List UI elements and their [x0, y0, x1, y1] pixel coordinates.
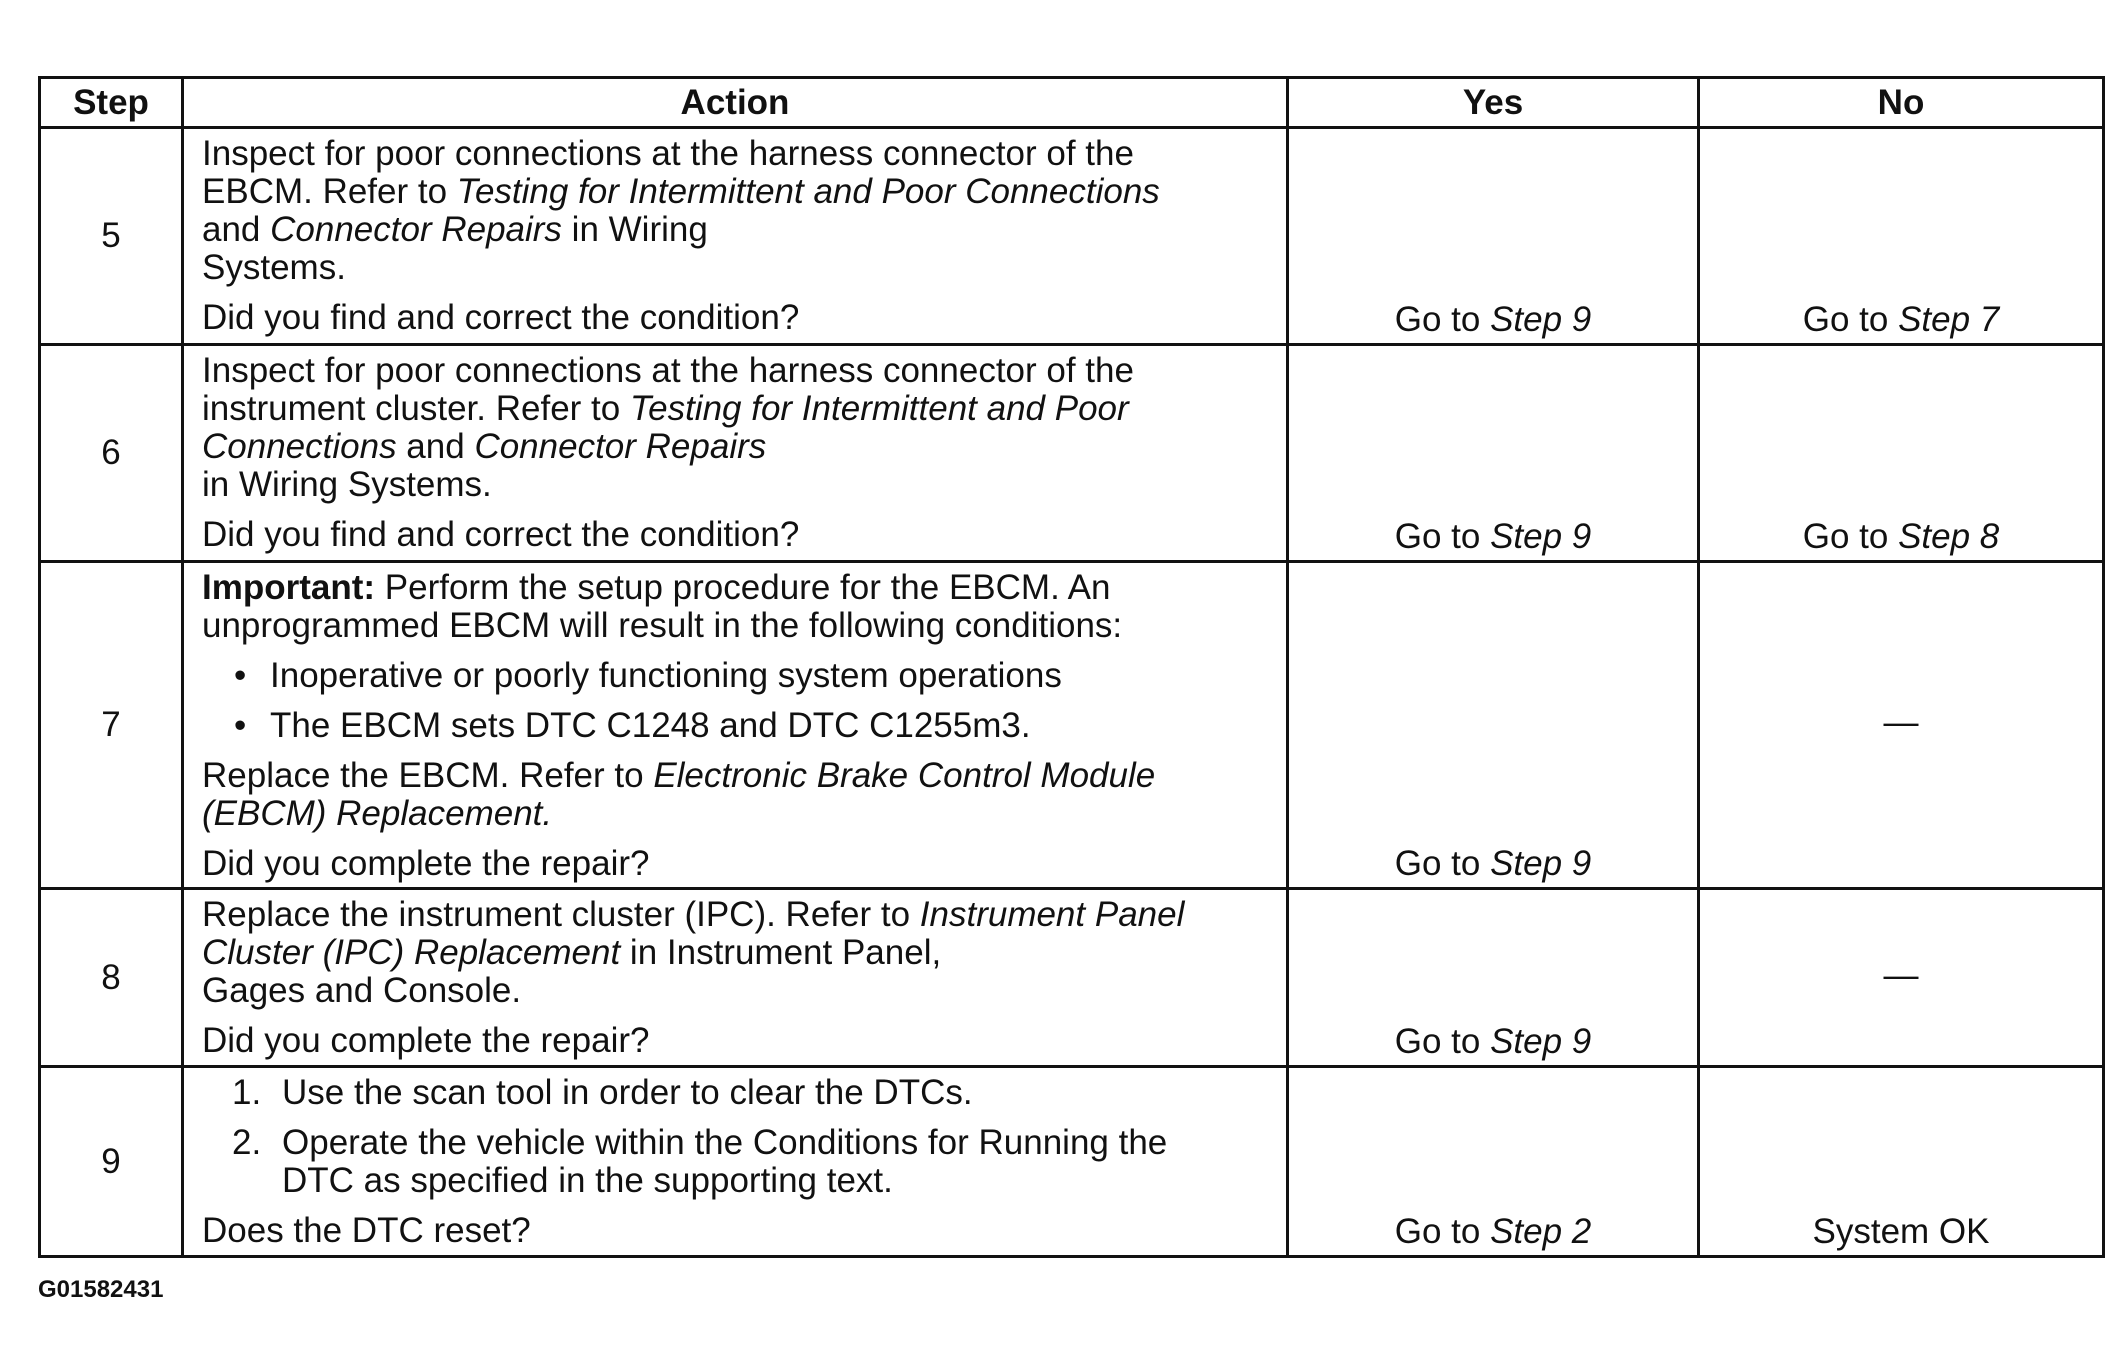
step-number: 8 — [40, 889, 183, 1067]
question-text: Did you find and correct the condition? — [202, 298, 800, 337]
list-item: 1. Use the scan tool in order to clear the DTCs. — [232, 1073, 973, 1112]
action-text-continued: Systems. — [202, 248, 346, 287]
action-cell — [183, 345, 1288, 562]
header-yes: Yes — [1288, 78, 1699, 128]
yes-target: Step 9 — [1490, 1022, 1592, 1061]
reference-link: Electronic Brake Control Module (EBCM) Replacement — [202, 756, 1156, 833]
table-row — [40, 345, 2104, 562]
step-number: 9 — [40, 1067, 183, 1257]
header-step: Step — [40, 78, 183, 128]
no-cell: System OK — [1699, 1067, 2104, 1257]
action-cell — [183, 1067, 1288, 1257]
table-row — [40, 889, 2104, 1067]
diagnostic-table — [38, 76, 2105, 1258]
yes-target: Step 9 — [1490, 300, 1592, 339]
action-text: Replace the instrument cluster (IPC). Refer to Instrument Panel Cluster (IPC) Replacement in Instrument Panel, — [202, 895, 1185, 972]
yes-cell: Go to Step 9 — [1288, 889, 1699, 1067]
important-label: Important: — [202, 568, 376, 607]
table-row — [40, 128, 2104, 345]
reference-link: Connector Repairs — [474, 427, 767, 466]
action-text-continued: Gages and Console. — [202, 971, 522, 1010]
step-number: 5 — [40, 128, 183, 345]
header-no: No — [1699, 78, 2104, 128]
step-number: 6 — [40, 345, 183, 562]
no-cell: — — [1699, 889, 2104, 1067]
no-target: Step 8 — [1898, 517, 2000, 556]
header-row — [40, 78, 2104, 128]
yes-cell: Go to Step 9 — [1288, 128, 1699, 345]
replace-text: Replace the EBCM. Refer to Electronic Brake Control Module (EBCM) Replacement. — [202, 756, 1156, 833]
table-row — [40, 562, 2104, 889]
reference-link: Testing for Intermittent and Poor Connections — [456, 172, 1160, 211]
step-number: 7 — [40, 562, 183, 889]
action-text-continued: in Wiring Systems. — [202, 465, 492, 504]
figure-id: G01582431 — [38, 1276, 164, 1303]
yes-cell: Go to Step 2 — [1288, 1067, 1699, 1257]
yes-target: Step 2 — [1490, 1212, 1592, 1251]
action-text: Inspect for poor connections at the harness connector of the instrument cluster. Refer to Testing for Intermittent and Poor Connections and Connector Repairs — [202, 351, 1134, 466]
reference-link: Connector Repairs — [270, 210, 562, 249]
reference-link: Testing for Intermittent and Poor Connections — [202, 389, 1129, 466]
condition-list — [202, 657, 1212, 745]
action-text: Inspect for poor connections at the harness connector of the EBCM. Refer to Testing for Intermittent and Poor Connections and Connector Repairs in Wiring — [202, 134, 1160, 249]
table-row — [40, 1067, 2104, 1257]
action-cell — [183, 128, 1288, 345]
yes-cell: Go to Step 9 — [1288, 562, 1699, 889]
action-cell — [183, 889, 1288, 1067]
yes-target: Step 9 — [1490, 517, 1592, 556]
yes-cell: Go to Step 9 — [1288, 345, 1699, 562]
question-text: Did you complete the repair? — [202, 844, 650, 883]
no-cell: Go to Step 7 — [1699, 128, 2104, 345]
important-note: Important: Perform the setup procedure for the EBCM. An unprogrammed EBCM will result in the following conditions: — [202, 568, 1123, 645]
list-item: 2. Operate the vehicle within the Conditions for Running the DTC as specified in the supporting text. — [232, 1123, 1168, 1200]
action-cell — [183, 562, 1288, 889]
list-item: • Inoperative or poorly functioning system operations — [234, 656, 1062, 695]
question-text: Did you complete the repair? — [202, 1021, 650, 1060]
bullet-icon: • — [234, 656, 247, 695]
question-text: Did you find and correct the condition? — [202, 515, 800, 554]
no-cell: Go to Step 8 — [1699, 345, 2104, 562]
yes-target: Step 9 — [1490, 844, 1592, 883]
bullet-icon: • — [234, 706, 247, 745]
reference-link: Instrument Panel Cluster (IPC) Replacement — [202, 895, 1185, 972]
no-target: Step 7 — [1898, 300, 2000, 339]
procedure-list — [202, 1074, 1212, 1200]
no-cell: — — [1699, 562, 2104, 889]
question-text: Does the DTC reset? — [202, 1211, 531, 1250]
header-action: Action — [183, 78, 1288, 128]
list-item: • The EBCM sets DTC C1248 and DTC C1255m3. — [234, 706, 1031, 745]
